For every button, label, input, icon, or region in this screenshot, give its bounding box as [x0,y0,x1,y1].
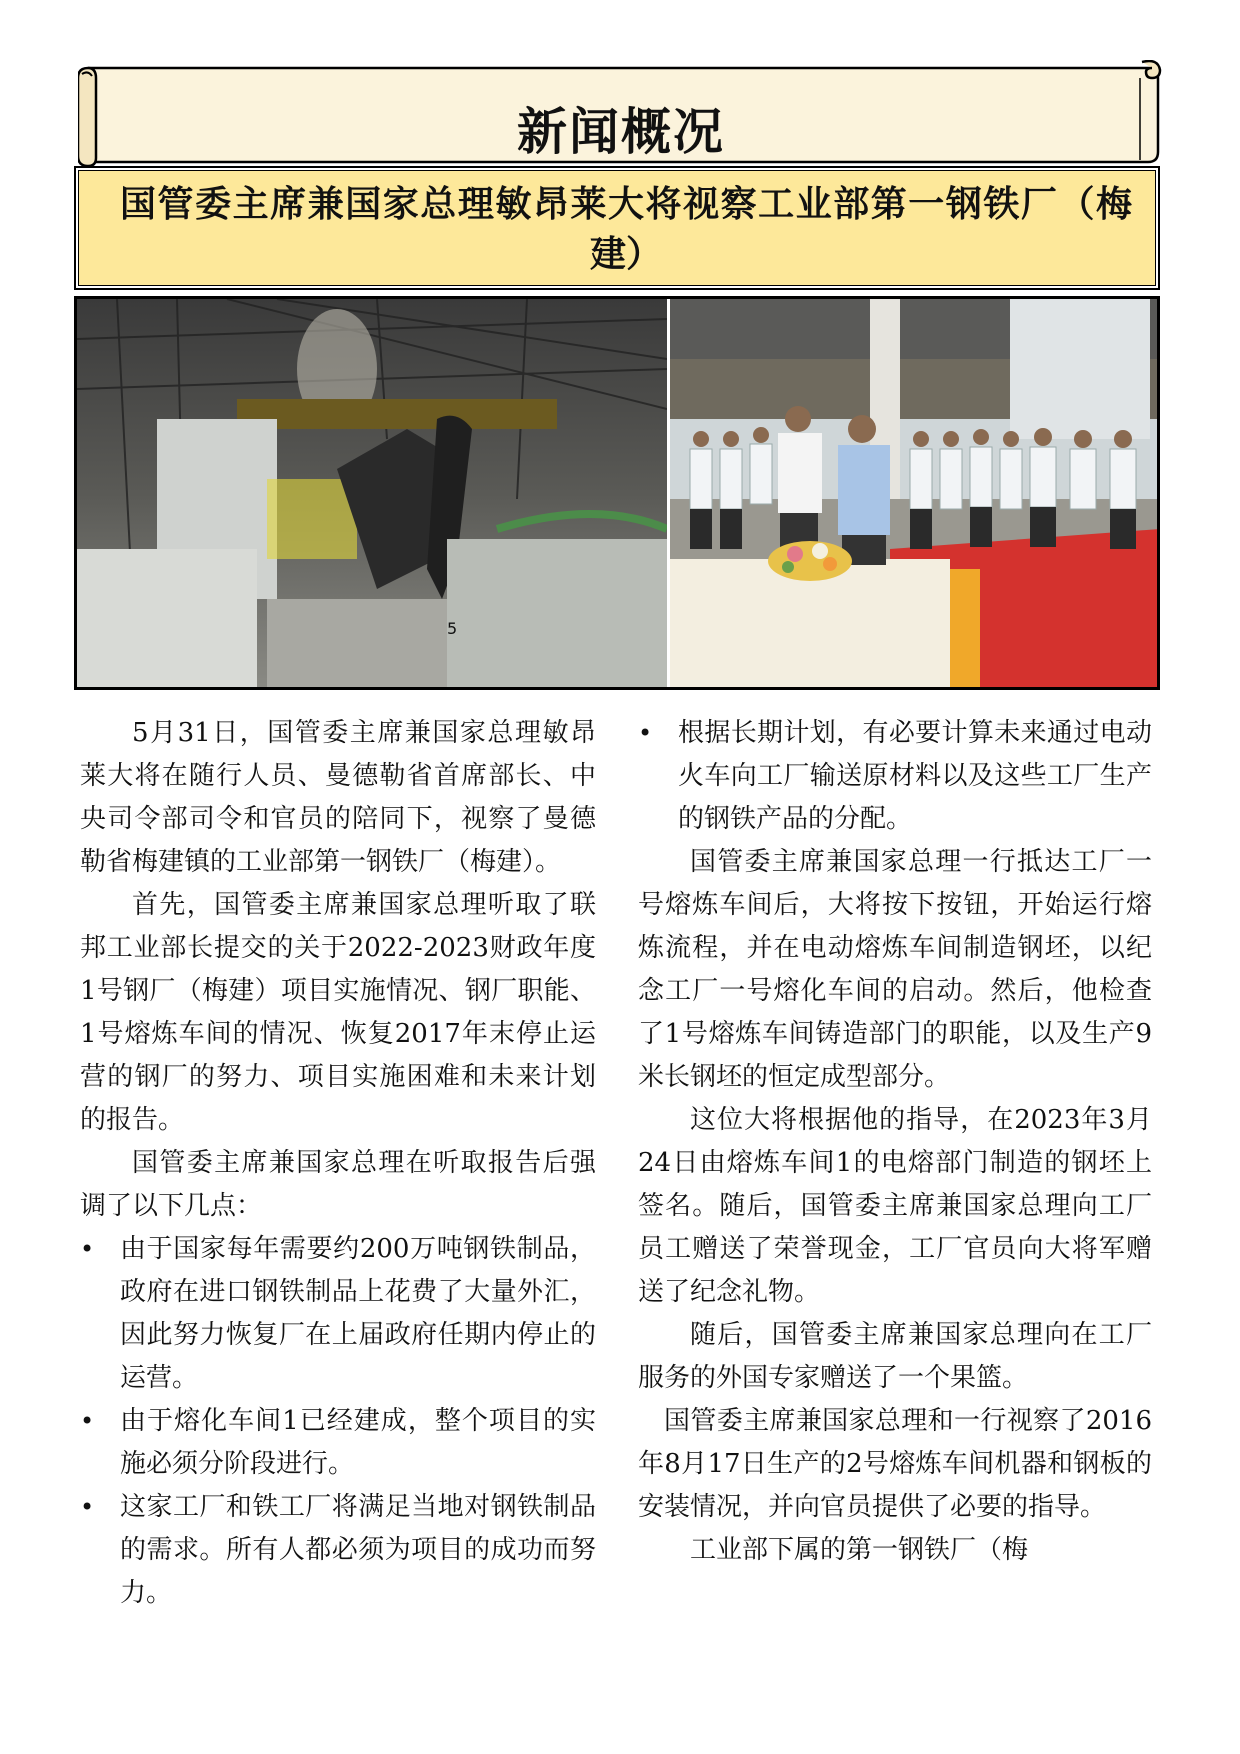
steel-plant-interior-photo [77,299,670,687]
section-title: 新闻概况 [517,103,725,161]
photo-strip [74,296,1160,690]
bullet-list [638,712,1152,841]
article-headline: 国管委主席兼国家总理敏昂莱大将视察工业部第一钢铁厂（梅建） [120,184,1132,275]
paragraph: 5月31日，国管委主席兼国家总理敏昂莱大将在随行人员、曼德勒省首席部长、中央司令部司令和官员的陪同下，视察了曼德勒省梅建镇的工业部第一钢铁厂（梅建）。 [80,718,596,877]
bullet-item: • 由于熔化车间1已经建成，整个项目的实施必须分阶段进行。 [80,1400,596,1486]
paragraph: 工业部下属的第一钢铁厂（梅 [690,1535,1029,1565]
inauguration-ceremony-photo [670,299,1157,687]
bullet-list [80,1228,596,1615]
bullet-item: • 由于国家每年需要约200万吨钢铁制品，政府在进口钢铁制品上花费了大量外汇，因此努力恢复厂在上届政府任期内停止的运营。 [80,1228,596,1400]
paragraph: 这位大将根据他的指导，在2023年3月24日由熔炼车间1的电熔部门制造的钢坯上签名。随后，国管委主席兼国家总理向工厂员工赠送了荣誉现金，工厂官员向大将军赠送了纪念礼物。 [638,1105,1152,1307]
title-banner [78,60,1164,168]
paragraph: 国管委主席兼国家总理和一行视察了2016年8月17日生产的2号熔炼车间机器和钢板的安装情况，并向官员提供了必要的指导。 [638,1406,1152,1522]
svg-text:5: 5 [447,619,458,638]
bullet-item: • 根据长期计划，有必要计算未来通过电动火车向工厂输送原材料以及这些工厂生产的钢铁产品的分配。 [638,712,1152,841]
paragraph: 国管委主席兼国家总理一行抵达工厂一号熔炼车间后，大将按下按钮，开始运行熔炼流程，并在电动熔炼车间制造钢坯，以纪念工厂一号熔化车间的启动。然后，他检查了1号熔炼车间铸造部门的职能，以及生产9米长钢坯的恒定成型部分。 [638,847,1152,1092]
paragraph: 随后，国管委主席兼国家总理向在工厂服务的外国专家赠送了一个果篮。 [638,1320,1152,1393]
article-right-column [638,712,1152,1572]
bullet-item: • 这家工厂和铁工厂将满足当地对钢铁制品的需求。所有人都必须为项目的成功而努力。 [80,1486,596,1615]
paragraph: 国管委主席兼国家总理在听取报告后强调了以下几点： [80,1148,596,1221]
article-left-column [80,712,596,1615]
headline-box [74,166,1160,290]
paragraph: 首先，国管委主席兼国家总理听取了联邦工业部长提交的关于2022-2023财政年度1号钢厂（梅建）项目实施情况、钢厂职能、1号熔炼车间的情况、恢复2017年末停止运营的钢厂的努力、项目实施困难和未来计划的报告。 [80,890,596,1135]
